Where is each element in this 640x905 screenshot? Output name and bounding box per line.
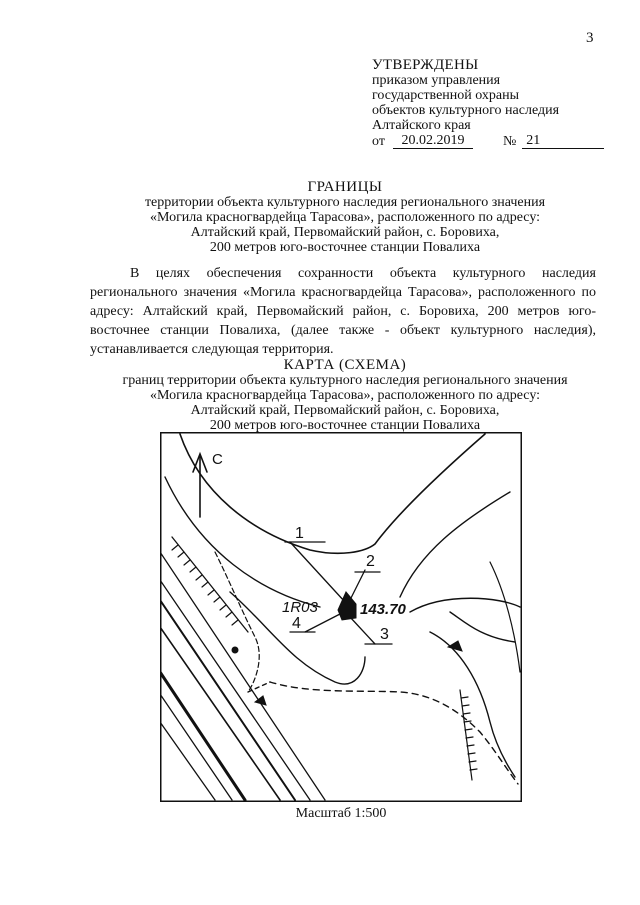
map-title: КАРТА (СХЕМА): [283, 357, 407, 373]
leader-line: [305, 614, 340, 632]
leader-line: [350, 617, 375, 644]
approval-line: Алтайского края: [372, 118, 471, 133]
boundary-dashed-line: [270, 682, 518, 784]
approval-line: государственной охраны: [372, 88, 520, 103]
map-title-line: Алтайский край, Первомайский район, с. Боровиха,: [190, 403, 500, 418]
contour-line: [490, 562, 520, 672]
map-title-line: границ территории объекта культурного наследия регионального значения: [122, 373, 568, 388]
boundaries-line: территории объекта культурного наследия регионального значения: [144, 195, 546, 210]
map-title-line: 200 метров юго-восточнее станции Повалиха: [209, 418, 481, 433]
elevation-label: 143.70: [360, 601, 406, 618]
railway-line: [160, 672, 245, 800]
approval-number: 21: [522, 134, 604, 149]
approval-date-row: [372, 134, 622, 149]
body-paragraph: [90, 264, 596, 359]
map-title-line: «Могила красногвардейца Тарасова», расположенного по адресу:: [149, 388, 541, 403]
map-scale: Масштаб 1:500: [295, 806, 387, 821]
road-line: [160, 552, 325, 800]
contour-line: [450, 612, 515, 642]
contour-line: [180, 434, 485, 553]
boundaries-heading: [60, 180, 630, 255]
boundary-map: [160, 432, 522, 802]
boundaries-line: «Могила красногвардейца Тарасова», расположенного по адресу:: [149, 210, 541, 225]
road-line: [160, 627, 280, 800]
code-label: 1R03: [282, 599, 318, 616]
point-label-3: 3: [380, 626, 389, 643]
contour-line: [410, 598, 520, 612]
boundaries-line: 200 метров юго-восточнее станции Повалиха: [209, 240, 481, 255]
contour-line: [400, 492, 510, 597]
approval-title: УТВЕРЖДЕНЫ: [372, 57, 479, 73]
embankment-edge: [172, 537, 248, 632]
boundaries-line: Алтайский край, Первомайский район, с. Боровиха,: [190, 225, 500, 240]
leader-line: [350, 570, 365, 600]
road-line: [160, 694, 232, 800]
approval-date: 20.02.2019: [393, 134, 473, 149]
point-label-1: 1: [295, 525, 304, 542]
point-label-2: 2: [366, 553, 375, 570]
date-prefix: от: [372, 134, 385, 149]
approval-line: приказом управления: [372, 73, 501, 88]
point-label-4: 4: [292, 615, 301, 632]
map-heading: [60, 358, 630, 433]
boundaries-title: ГРАНИЦЫ: [307, 179, 383, 195]
embankment-edge: [460, 690, 472, 780]
map-drawing: [160, 432, 522, 802]
object-polygon: [338, 592, 356, 620]
point-marker: [232, 647, 238, 653]
number-prefix: №: [502, 134, 517, 149]
north-label: С: [212, 451, 223, 468]
page-number: 3: [586, 30, 594, 46]
landmark-icon: [448, 641, 462, 651]
paragraph-text: В целях обеспечения сохранности объекта культурного наследия регионального значения «Могила красногвардейца Тарасова», расположенного по адресу: Алтайский край, Первомайский район, с. Боровиха, 200 метров юго-восточнее станции Повалиха, (далее также - объект культурного наследия), устанавливается следующая территория.: [90, 266, 596, 357]
approval-block: [372, 58, 622, 149]
approval-line: объектов культурного наследия: [372, 103, 560, 118]
